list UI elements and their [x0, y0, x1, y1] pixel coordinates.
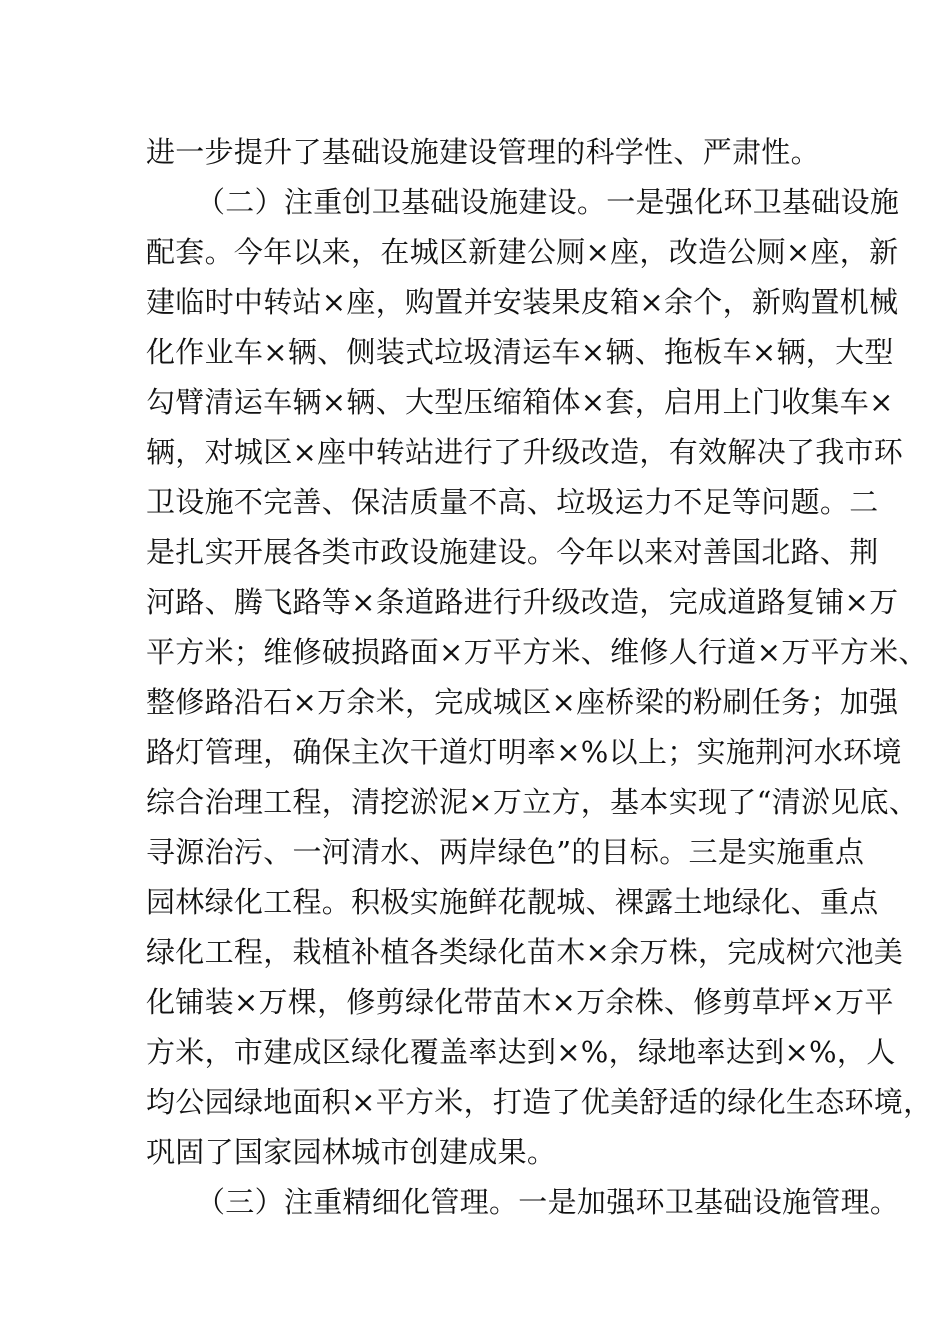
text-line-1: 进一步提升了基础设施建设管理的科学性、严肃性。	[146, 135, 820, 169]
text-line-11: 平方米；维修破损路面×万平方米、维修人行道×万平方米、	[146, 635, 928, 669]
text-line-14: 综合治理工程，清挖淤泥×万立方，基本实现了“清淤见底、	[146, 785, 919, 819]
text-line-13: 路灯管理，确保主次干道灯明率×%以上；实施荆河水环境	[146, 735, 902, 769]
text-line-3: 配套。今年以来，在城区新建公厕×座，改造公厕×座，新	[146, 235, 899, 269]
text-line-9: 是扎实开展各类市政设施建设。今年以来对善国北路、荆	[146, 535, 879, 569]
text-line-16: 园林绿化工程。积极实施鲜花靓城、裸露土地绿化、重点	[146, 885, 879, 919]
text-line-15: 寻源治污、一河清水、两岸绿色”的目标。三是实施重点	[146, 835, 865, 869]
text-line-18: 化铺装×万棵，修剪绿化带苗木×万余株、修剪草坪×万平	[146, 985, 894, 1019]
text-line-22: （三）注重精细化管理。一是加强环卫基础设施管理。	[196, 1185, 900, 1219]
text-line-10: 河路、腾飞路等×条道路进行升级改造，完成道路复铺×万	[146, 585, 899, 619]
text-line-6: 勾臂清运车辆×辆、大型压缩箱体×套，启用上门收集车×	[146, 385, 894, 419]
text-line-4: 建临时中转站×座，购置并安装果皮箱×余个，新购置机械	[146, 285, 899, 319]
text-line-8: 卫设施不完善、保洁质量不高、垃圾运力不足等问题。二	[146, 485, 879, 519]
text-line-19: 方米，市建成区绿化覆盖率达到×%，绿地率达到×%，人	[146, 1035, 896, 1069]
text-line-2: （二）注重创卫基础设施建设。一是强化环卫基础设施	[196, 185, 900, 219]
text-line-17: 绿化工程，栽植补植各类绿化苗木×余万株，完成树穴池美	[146, 935, 904, 969]
text-line-21: 巩固了国家园林城市创建成果。	[146, 1135, 557, 1169]
text-line-20: 均公园绿地面积×平方米，打造了优美舒适的绿化生态环境，	[146, 1085, 933, 1119]
text-line-12: 整修路沿石×万余米，完成城区×座桥梁的粉刷任务；加强	[146, 685, 899, 719]
text-line-5: 化作业车×辆、侧装式垃圾清运车×辆、拖板车×辆，大型	[146, 335, 894, 369]
text-line-7: 辆，对城区×座中转站进行了升级改造，有效解决了我市环	[146, 435, 904, 469]
